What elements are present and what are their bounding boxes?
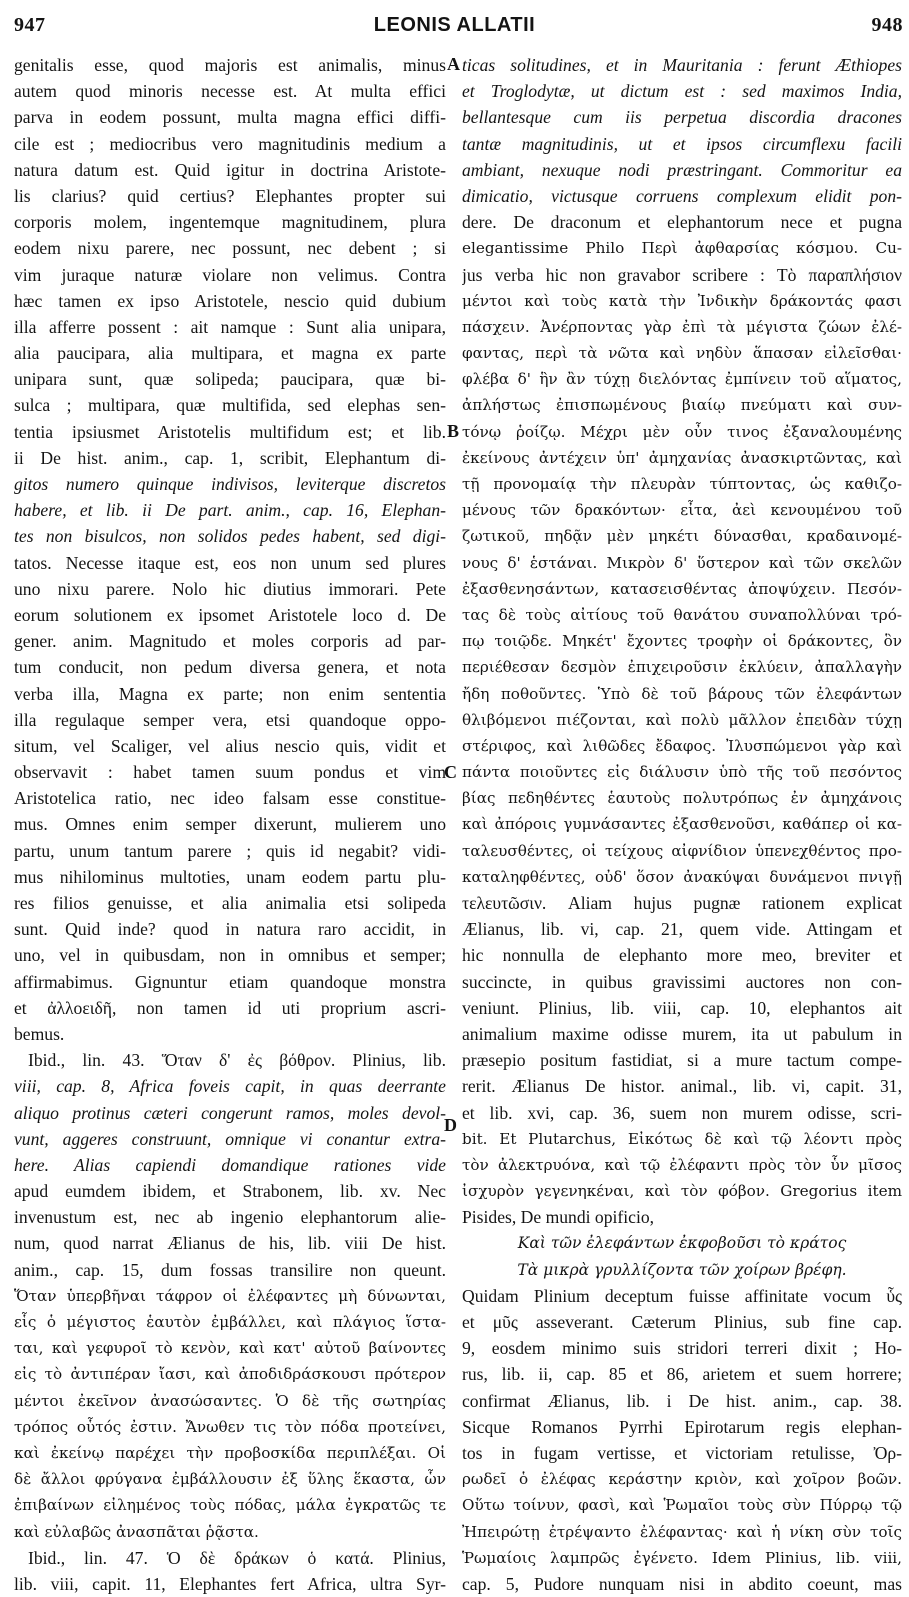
text-line: vunt, aggeres construunt, omnique vi conantur extra-: [14, 1128, 446, 1149]
text-line: τόνῳ ῥοίζῳ. Μέχρι μὲν οὖν τινος ἐξαναλουμένης: [462, 422, 902, 441]
text-line: præsepio positum fastidiat, si a mure tactum compe-: [462, 1050, 902, 1071]
text-line: πάντα ποιοῦντες εἰς διάλυσιν ὑπὸ τῆς τοῦ πεσόντος: [462, 763, 902, 782]
text-line: bit. Et Plutarchus, Εἰκότως δὲ καὶ τῷ λέοντι πρὸς: [462, 1129, 902, 1148]
text-line: tentia ipsiusmet Aristotelis multifidum est; et lib.: [14, 421, 446, 442]
text-line: affirmabimus. Gignuntur etiam quandoque monstra: [14, 971, 446, 992]
text-line: here. Alias capiendi domandique rationes vide: [14, 1154, 446, 1175]
text-line: πῳ τοιῷδε. Μηκέτ' ἔχοντες τροφὴν οἱ δράκοντες, ὃν: [462, 632, 902, 651]
text-line: μένους τῶν δρακόντων· εἶτα, ἀεὶ κενουμένου τοῦ: [462, 501, 902, 520]
text-line: Ῥωμαίοις λαμπρῶς ἐγένετο. Idem Plinius, lib. viii,: [462, 1548, 902, 1567]
text-line: Ὅταν ὑπερβῆναι τάφρον οἱ ἐλέφαντες μὴ δύνωνται,: [14, 1286, 446, 1305]
text-line: τελευτῶσιν. Aliam hujus pugnæ rationem explicat: [462, 893, 902, 913]
text-line: Sicque Romanos Pyrrhi Epirotarum regis elephan-: [462, 1416, 902, 1437]
text-line: alia paucipara, alia multipara, et magna ex parte: [14, 343, 446, 364]
page-number-right: 948: [871, 14, 903, 36]
text-line: res filios genuisse, et alia animalia etsi solipeda: [14, 893, 446, 913]
text-line: ται, καὶ γεφυροῖ τὸ κενὸν, καὶ κατ' αὐτοῦ βαίνοντες: [14, 1339, 446, 1358]
margin-marker-c: C: [444, 762, 457, 782]
text-line: ἐκείνους ἀντέχειν ὑπ' ἀμηχανίας ἀνασκιρτῶντας, καὶ: [462, 448, 902, 467]
text-line: bemus.: [14, 1023, 65, 1044]
text-line: Quidam Plinium deceptum fuisse affinitate vocum ὗς: [462, 1285, 902, 1306]
text-line: gener. anim. Magnitudo et moles corporis ad par-: [14, 631, 446, 652]
text-line: jus verba hic non gravabor scribere : Τὸ παραπλήσιον: [462, 264, 902, 285]
text-line: animalium maxime odisse murem, ita ut pabulum in: [462, 1023, 902, 1044]
text-line: καὶ ἐκείνῳ παρέχει τὴν προβοσκίδα περιπλέξαι. Οἱ: [14, 1443, 446, 1462]
text-line: tum conducit, non pedum diversa genera, et nota: [14, 657, 446, 678]
text-line: τρόπος οὗτός ἐστιν. Ἄνωθεν τις τὸν πόδα προτείνει,: [14, 1417, 446, 1436]
text-line: καταληφθέντες, οὐδ' ὅσον ἀνακύψαι δυνάμενοι πνιγῇ: [462, 867, 902, 886]
text-line: et Troglodytæ, ut dictum est : sed maximos India,: [462, 81, 902, 102]
text-line: hic nonnulla de elephanto more meo, breviter et: [462, 945, 902, 966]
text-line: θλιβόμενοι πιέζονται, καὶ πολὺ μᾶλλον ἐπειδὰν τύχῃ: [462, 710, 902, 729]
text-line: bellantesque cum iis perpetua discordia dracones: [462, 107, 902, 128]
text-line: rus, lib. ii, cap. 85 et 86, arietem et suem horrere;: [462, 1364, 902, 1385]
text-line: Καὶ τῶν ἐλεφάντων ἐκφοβοῦσι τὸ κράτος: [517, 1234, 847, 1253]
text-line: confirmat Ælianus, lib. i De hist. anim., cap. 38.: [462, 1390, 902, 1411]
text-line: Ἠπειρώτῃ ἐτρέψαντο ἐλέφαντας· καὶ ἡ νίκη σὺν τοῖς: [462, 1522, 902, 1541]
text-line: βίας πεδηθέντες ἑαυτοὺς πολυτρόπως ἐν ἀμηχάνοις: [462, 789, 902, 808]
text-line: lib. viii, capit. 11, Elephantes fert Africa, ultra Syr-: [14, 1573, 446, 1594]
text-line: succincte, in quibus gravissimi auctores non con-: [462, 971, 902, 992]
text-line: ἐξασθενησάντων, κατασεισθέντας ἀποψύχειν. Πεσόν-: [462, 579, 902, 598]
text-line: partu, unum tantum parere ; quis id negabit? vidi-: [14, 840, 446, 861]
text-line: φλέβα δ' ἣν ἂν τύχῃ διελόντας ἐμπίνειν τοῦ αἵματος,: [462, 370, 902, 389]
text-line: Pisides, De mundi opificio,: [462, 1207, 655, 1228]
text-line: dimicatio, victusque corruens complexum elidit pon-: [462, 185, 902, 206]
text-line: φαντας, περὶ τὰ νῶτα καὶ νηδὺν ἅπασαν εἰλεῖσθαι·: [462, 344, 902, 363]
text-line: rerit. Ælianus De histor. animal., lib. vi, capit. 31,: [462, 1076, 902, 1097]
text-line: eodem nixu parere, nec possunt, nec debent ; si: [14, 238, 446, 259]
text-line: et lib. xvi, cap. 36, suem non murem odisse, scri-: [462, 1102, 902, 1123]
margin-marker-d: D: [444, 1115, 457, 1135]
text-line: mus. Omnes enim semper dixerunt, mulierem uno: [14, 814, 446, 835]
text-line: δὲ ἄλλοι φρύγανα ἐμβάλλουσιν ἐξ ὕλης ἕκαστα, ὧν: [14, 1470, 446, 1489]
text-line: καὶ εὐλαβῶς ἀνασπᾶται ῥᾷστα.: [14, 1522, 259, 1541]
text-line: invenustum est, nec ab ingenio elephantorum alie-: [14, 1207, 446, 1228]
text-line: gitos numero quinque indivisos, leviterque discretos: [14, 474, 446, 494]
text-line: Ibid., lin. 47. Ὁ δὲ δράκων ὁ κατά. Plinius,: [28, 1547, 446, 1568]
text-line: νους δ' ἑστάναι. Μικρὸν δ' ὕστερον καὶ τῶν σκελῶν: [462, 553, 902, 572]
text-line: μέντοι ἐκεῖνον ἀνασώσαντες. Ὁ δὲ τῆς σωτηρίας: [14, 1391, 446, 1410]
text-line: situm, vel Scaliger, vel alius nescio quis, vidit et: [14, 735, 446, 756]
text-line: elegantissime Philo Περὶ ἀφθαρσίας κόσμου. Cu-: [462, 239, 902, 258]
text-line: πάσχειν. Ἀνέρποντας γὰρ ἐπὶ τὰ μέγιστα ζώων ἐλέ-: [462, 317, 902, 336]
page-number-left: 947: [14, 14, 46, 36]
text-line: genitalis esse, quod majoris est animalis, minus: [14, 55, 446, 75]
margin-marker-a: A: [447, 54, 460, 74]
text-line: unipara sunt, quæ solipeda; paucipara, quæ bi-: [14, 369, 446, 390]
text-line: εἷς ὁ μέγιστος ἑαυτὸν ἐμβάλλει, καὶ πλάγιος ἵστα-: [14, 1313, 446, 1331]
text-line: tantæ magnitudinis, ut et ipsos circumflexu facili: [462, 133, 902, 154]
text-line: uno, vel in quibusdam, non in omnibus et semper;: [14, 945, 446, 966]
text-line: ἐπιβαίνων εἰλημένος τοὺς πόδας, μάλα ἐγκρατῶς τε: [14, 1496, 446, 1515]
margin-marker-b: B: [447, 421, 460, 441]
page-header: [0, 14, 909, 44]
text-line: ζωτικοῦ, πηδᾷν μὲν μηκέτι δύνασθαι, κραδαινομέ-: [462, 527, 902, 546]
text-line: hæc tamen ex ipso Aristotele, nescio quid dubium: [14, 290, 446, 311]
text-line: Τὰ μικρὰ γρυλλίζοντα τῶν χοίρων βρέφη.: [517, 1260, 847, 1279]
text-line: tes non bisulcos, non solidos pedes habent, sed digi-: [14, 526, 446, 547]
text-line: ἤδη ποθοῦντες. Ὑπὸ δὲ τοῦ βάρους τῶν ἐλεφάντων: [462, 684, 902, 703]
text-line: et ἀλλοειδῆ, non tamen id uti proprium ascri-: [14, 997, 446, 1018]
text-line: viii, cap. 8, Africa foveis capit, in quas deerrante: [14, 1076, 446, 1097]
text-line: illa regulaque semper vera, etsi quandoque oppo-: [14, 709, 446, 730]
text-line: εἰς τὸ ἀντιπέραν ἴασι, καὶ ἀποδιδράσκουσι πρότερον: [14, 1365, 446, 1384]
text-line: περιέθεσαν δεσμὸν ἐπιχειροῦσιν ἐκλύειν, ἀπαλλαγὴν: [462, 658, 902, 677]
text-line: num, quod narrat Ælianus de his, lib. viii De hist.: [14, 1233, 446, 1254]
text-line: corporis molem, ingentemque magnitudinem, plura: [14, 212, 446, 233]
text-line: habere, et lib. ii De part. anim., cap. 16, Elephan-: [14, 500, 446, 521]
text-line: mus nihilominus multoties, unam eodem partu plu-: [14, 866, 446, 887]
text-line: veniunt. Plinius, lib. viii, cap. 10, elephantos ait: [462, 997, 902, 1018]
text-line: τας δὲ τοὺς αἰτίους τοῦ θανάτου συναπολλύναι τρό-: [462, 605, 902, 624]
text-line: sunt. Quid inde? quod in natura raro accidit, in: [14, 919, 446, 940]
left-text-column: [14, 52, 446, 1597]
text-line: illa afferre possent : ait namque : Sunt alia unipara,: [14, 316, 446, 337]
text-line: Ælianus, lib. vi, cap. 21, quem vide. Attingam et: [462, 919, 902, 940]
text-line: cap. 5, Pudore nunquam nisi in abdito coeunt, mas: [462, 1573, 902, 1594]
text-line: ἀπλήστως ἐπισπωμένους βιαίῳ πνεύματι καὶ συν-: [462, 396, 902, 415]
text-line: ταλευσθέντες, οἱ τείχους αἰφνίδιον ὑπενεχθέντος προ-: [462, 841, 902, 860]
running-title: LEONIS ALLATII: [373, 14, 536, 36]
text-line: Ibid., lin. 43. Ὅταν δ' ἐς βόθρον. Plinius, lib.: [28, 1050, 446, 1071]
text-line: ticas solitudines, et in Mauritania : ferunt Æthiopes: [462, 55, 902, 75]
text-line: lis clarius? quid certius? Elephantes propter sui: [14, 185, 446, 206]
text-line: στέριφος, καὶ λιθῶδες ἔδαφος. Ἰλυσπώμενοι γὰρ καὶ: [462, 736, 902, 755]
text-line: uno nixu parere. Nolo hic diutius immorari. Pete: [14, 578, 446, 599]
right-text-column: [462, 52, 902, 1597]
text-line: natura datum est. Quid igitur in doctrina Aristote-: [14, 159, 446, 180]
text-line: Aristotelica ratio, nec ideo falsam esse constitue-: [14, 788, 446, 809]
text-line: aliquo protinus cæteri congerunt ramos, moles devol-: [14, 1102, 446, 1123]
text-line: tatos. Necesse itaque est, eos non unum sed plures: [14, 552, 446, 573]
text-line: eorum solutionem ex ipsomet Aristotele loco d. De: [14, 604, 446, 625]
text-line: ii De hist. anim., cap. 1, scribit, Elephantum di-: [14, 447, 446, 468]
text-line: autem quod minoris necesse est. At multa effici: [14, 81, 446, 102]
text-line: vim juraque naturæ violare non velimus. Contra: [14, 264, 446, 285]
text-line: καὶ ἀπόροις γυμνάσαντες ἐξασθενοῦσι, καθάπερ οἱ κα-: [462, 815, 902, 834]
text-line: parva in eodem possunt, multa magna effici diffi-: [14, 107, 446, 128]
text-line: ἰσχυρὸν γεγενηκέναι, καὶ τὸν φόβον. Gregorius item: [462, 1182, 902, 1201]
text-line: apud eumdem ibidem, et Strabonem, lib. xv. Nec: [14, 1181, 446, 1202]
text-line: anim., cap. 15, dum fossas transilire non queunt.: [14, 1259, 446, 1280]
text-line: τῇ προνομαίᾳ τὴν πλευρὰν τύπτοντας, ὡς καθιζο-: [462, 475, 902, 493]
text-line: ρωδεῖ ὁ ἐλέφας κεράστην κριὸν, καὶ χοῖρον βοῶν.: [462, 1470, 902, 1489]
text-line: sulca ; multipara, quæ multifida, sed elephas sen-: [14, 395, 446, 416]
text-line: tos in fugam vertisse, et victoriam retulisse, Ὀρ-: [462, 1442, 902, 1463]
text-line: μέντοι καὶ τοὺς κατὰ τὴν Ἰνδικὴν δράκοντάς φασι: [462, 291, 902, 310]
text-line: dere. De draconum et elephantorum nece et pugna: [462, 212, 902, 233]
text-line: observavit : habet tamen suum pondus et vim: [14, 762, 446, 783]
text-line: 9, eosdem minimo suis stridori terreri dixit ; Ho-: [462, 1338, 902, 1359]
text-line: ambiant, nexuque nodi præstringant. Commoritur ea: [462, 159, 902, 180]
text-line: et μῦς asseverant. Cæterum Plinius, sub fine cap.: [462, 1312, 902, 1332]
text-line: τὸν ἀλεκτρυόνα, καὶ τῷ ἐλέφαντι πρὸς τὸν ὗν μῖσος: [462, 1155, 902, 1174]
text-line: verba illa, Magna ex parte; non enim sententia: [14, 683, 446, 704]
text-line: Οὕτω τοίνυν, φασὶ, καὶ Ῥωμαῖοι τοὺς σὺν Πύρρῳ τῷ: [462, 1496, 902, 1515]
text-line: cile est ; mediocribus vero magnitudinis medium a: [14, 133, 446, 154]
